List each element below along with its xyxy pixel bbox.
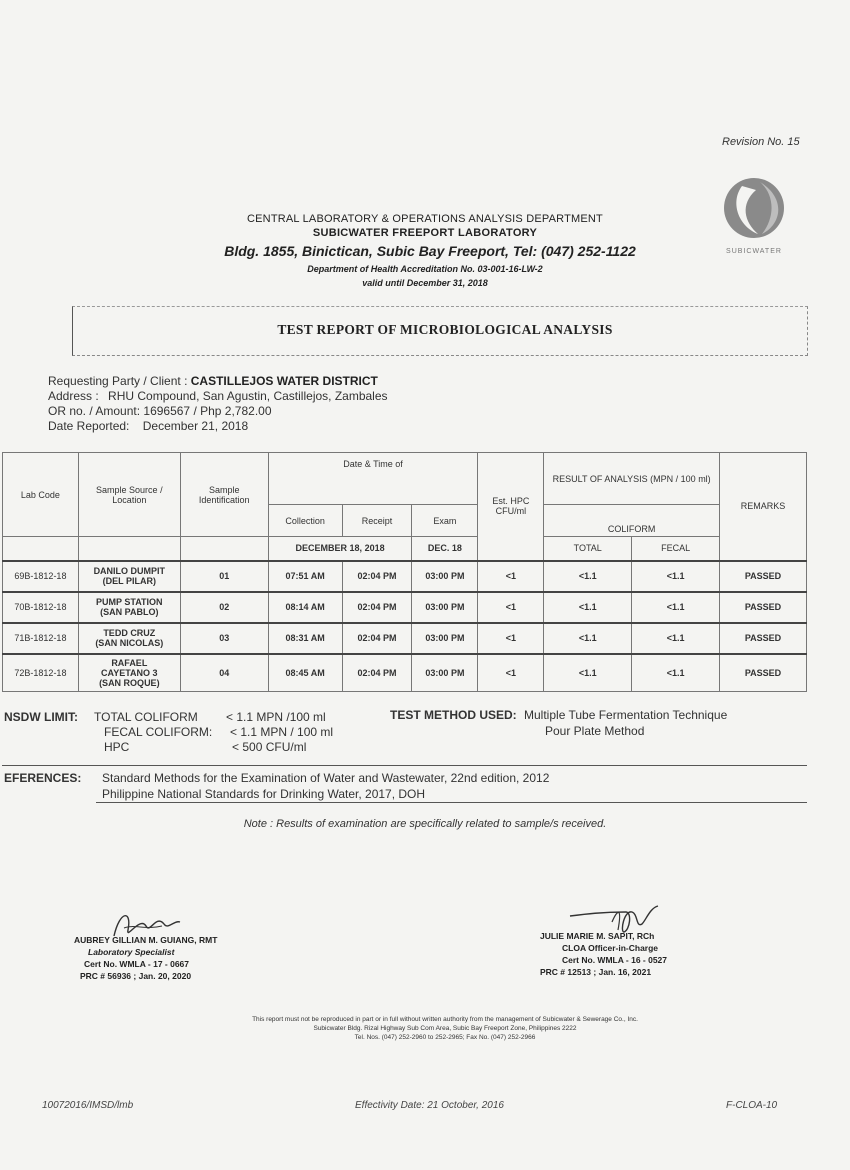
nsdw-limits — [4, 710, 78, 724]
or-label: OR no. / Amount: — [48, 404, 141, 418]
header-source: Sample Source / Location — [78, 453, 180, 537]
nsdw-fecal-label: FECAL COLIFORM: — [104, 725, 213, 739]
table-row — [3, 561, 807, 592]
references-label: EFERENCES: — [4, 771, 82, 785]
test-method-line2: Pour Plate Method — [545, 724, 645, 738]
collection-time: 08:14 AM — [268, 592, 342, 623]
accreditation-validity: valid until December 31, 2018 — [362, 278, 488, 288]
table-row — [3, 623, 807, 654]
table-row — [3, 592, 807, 623]
left-signatory-prc: PRC # 56936 ; Jan. 20, 2020 — [80, 971, 192, 981]
collection-time: 08:45 AM — [268, 654, 342, 692]
right-signatory — [540, 930, 667, 978]
lab-code: 69B-1812-18 — [3, 561, 79, 592]
results-note: Note : Results of examination are specifically related to sample/s received. — [243, 818, 607, 830]
header-remarks: REMARKS — [720, 453, 807, 561]
table-row — [3, 654, 807, 692]
header-collection: Collection — [268, 505, 342, 537]
total-coliform: <1.1 — [544, 654, 632, 692]
report-title: TEST REPORT OF MICROBIOLOGICAL ANALYSIS — [277, 322, 613, 337]
header-result: RESULT OF ANALYSIS (MPN / 100 ml) — [544, 453, 720, 505]
lab-code: 71B-1812-18 — [3, 623, 79, 654]
address-value: RHU Compound, San Agustin, Castillejos, Zambales — [108, 389, 388, 403]
fecal-coliform: <1.1 — [632, 561, 720, 592]
sample-source: PUMP STATION (SAN PABLO) — [78, 592, 180, 623]
header-date-time: Date & Time of — [268, 453, 478, 505]
client-row — [48, 374, 378, 389]
lab-code: 70B-1812-18 — [3, 592, 79, 623]
laboratory-address: Bldg. 1855, Binictican, Subic Bay Freeport, Tel: (047) 252-1122 — [224, 243, 636, 259]
date-row — [48, 419, 248, 434]
nsdw-hpc-label: HPC — [104, 740, 130, 754]
right-signatory-title: CLOA Officer-in-Charge — [562, 943, 659, 953]
test-method-label: TEST METHOD USED: — [390, 708, 517, 722]
fecal-coliform: <1.1 — [632, 623, 720, 654]
sample-id: 02 — [180, 592, 268, 623]
sample-source: DANILO DUMPIT (DEL PILAR) — [78, 561, 180, 592]
sample-id: 04 — [180, 654, 268, 692]
hpc-value: <1 — [478, 654, 544, 692]
header-blank-id — [180, 537, 268, 561]
header-exam-date: DEC. 18 — [412, 537, 478, 561]
test-method — [390, 708, 727, 722]
header-fecal: FECAL — [632, 537, 720, 561]
disclaimer-line-3: Tel. Nos. (047) 252-2960 to 252-2965; Fax No. (047) 252-2966 — [354, 1034, 536, 1041]
laboratory-name: SUBICWATER FREEPORT LABORATORY — [312, 227, 538, 239]
header-hpc: Est. HPC CFU/ml — [478, 453, 544, 561]
nsdw-total-value: < 1.1 MPN /100 ml — [226, 710, 326, 724]
header-receipt: Receipt — [342, 505, 412, 537]
hpc-value: <1 — [478, 592, 544, 623]
date-label: Date Reported: — [48, 419, 130, 433]
disclaimer-line-1: This report must not be reproduced in part or in full without written authority from the management of Subicwater & Sewerage Co., Inc. — [252, 1016, 638, 1023]
address-label: Address : — [48, 389, 99, 403]
header-total: TOTAL — [544, 537, 632, 561]
right-signatory-name: JULIE MARIE M. SAPIT, RCh — [540, 931, 655, 941]
hpc-value: <1 — [478, 623, 544, 654]
exam-time: 03:00 PM — [412, 561, 478, 592]
address-row — [48, 389, 388, 404]
nsdw-hpc-value: < 500 CFU/ml — [232, 740, 307, 754]
footer-reference: 10072016/IMSD/lmb — [42, 1100, 134, 1111]
disclaimer-line-2: Subicwater Bldg. Rizal Highway Sub Com Area, Subic Bay Freeport Zone, Philippines 2222 — [313, 1025, 577, 1032]
sample-source: RAFAEL CAYETANO 3 (SAN ROQUE) — [78, 654, 180, 692]
header-lab-code: Lab Code — [3, 453, 79, 537]
collection-time: 07:51 AM — [268, 561, 342, 592]
remarks: PASSED — [720, 561, 807, 592]
sample-source: TEDD CRUZ (SAN NICOLAS) — [78, 623, 180, 654]
remarks: PASSED — [720, 623, 807, 654]
collection-time: 08:31 AM — [268, 623, 342, 654]
remarks: PASSED — [720, 592, 807, 623]
receipt-time: 02:04 PM — [342, 561, 412, 592]
footer-form-code: F-CLOA-10 — [726, 1100, 778, 1111]
client-label: Requesting Party / Client : — [48, 374, 188, 388]
total-coliform: <1.1 — [544, 623, 632, 654]
total-coliform: <1.1 — [544, 561, 632, 592]
hpc-value: <1 — [478, 561, 544, 592]
header-blank-lab — [3, 537, 79, 561]
exam-time: 03:00 PM — [412, 654, 478, 692]
total-coliform: <1.1 — [544, 592, 632, 623]
left-signatory-title: Laboratory Specialist — [88, 947, 175, 957]
header-coliform: COLIFORM — [544, 505, 720, 537]
left-signatory-cert: Cert No. WMLA - 17 - 0667 — [84, 959, 190, 969]
header-exam: Exam — [412, 505, 478, 537]
test-method-line1: Multiple Tube Fermentation Technique — [524, 708, 728, 722]
sample-id: 03 — [180, 623, 268, 654]
fecal-coliform: <1.1 — [632, 654, 720, 692]
receipt-time: 02:04 PM — [342, 592, 412, 623]
date-value: December 21, 2018 — [142, 419, 249, 433]
right-signatory-prc: PRC # 12513 ; Jan. 16, 2021 — [540, 967, 652, 977]
receipt-time: 02:04 PM — [342, 623, 412, 654]
or-row — [48, 404, 272, 419]
divider — [96, 802, 807, 803]
header-sample-id: Sample Identification — [180, 453, 268, 537]
revision-number: Revision No. 15 — [722, 136, 800, 148]
left-signatory — [74, 934, 217, 982]
exam-time: 03:00 PM — [412, 623, 478, 654]
exam-time: 03:00 PM — [412, 592, 478, 623]
footer-effectivity: Effectivity Date: 21 October, 2016 — [355, 1100, 504, 1111]
department-name: CENTRAL LABORATORY & OPERATIONS ANALYSIS DEPARTMENT — [247, 213, 603, 225]
remarks: PASSED — [720, 654, 807, 692]
accreditation-number: Department of Health Accreditation No. 03-001-16-LW-2 — [307, 264, 543, 274]
divider — [2, 765, 807, 766]
disclaimer — [100, 1015, 790, 1042]
reference-1: Standard Methods for the Examination of Water and Wastewater, 22nd edition, 2012 — [102, 771, 550, 785]
header-blank-source — [78, 537, 180, 561]
nsdw-total-label: TOTAL COLIFORM — [94, 710, 198, 724]
receipt-time: 02:04 PM — [342, 654, 412, 692]
logo-wordmark: SUBICWATER — [726, 248, 782, 255]
left-signatory-name: AUBREY GILLIAN M. GUIANG, RMT — [74, 935, 218, 945]
lab-code: 72B-1812-18 — [3, 654, 79, 692]
results-table — [2, 452, 807, 692]
reference-2: Philippine National Standards for Drinking Water, 2017, DOH — [102, 787, 426, 801]
right-signatory-cert: Cert No. WMLA - 16 - 0527 — [562, 955, 668, 965]
nsdw-label: NSDW LIMIT: — [4, 710, 78, 724]
fecal-coliform: <1.1 — [632, 592, 720, 623]
nsdw-fecal-value: < 1.1 MPN / 100 ml — [230, 725, 334, 739]
sample-id: 01 — [180, 561, 268, 592]
or-value: 1696567 / Php 2,782.00 — [143, 404, 272, 418]
client-value: CASTILLEJOS WATER DISTRICT — [190, 374, 378, 388]
header-collection-date: DECEMBER 18, 2018 — [268, 537, 412, 561]
